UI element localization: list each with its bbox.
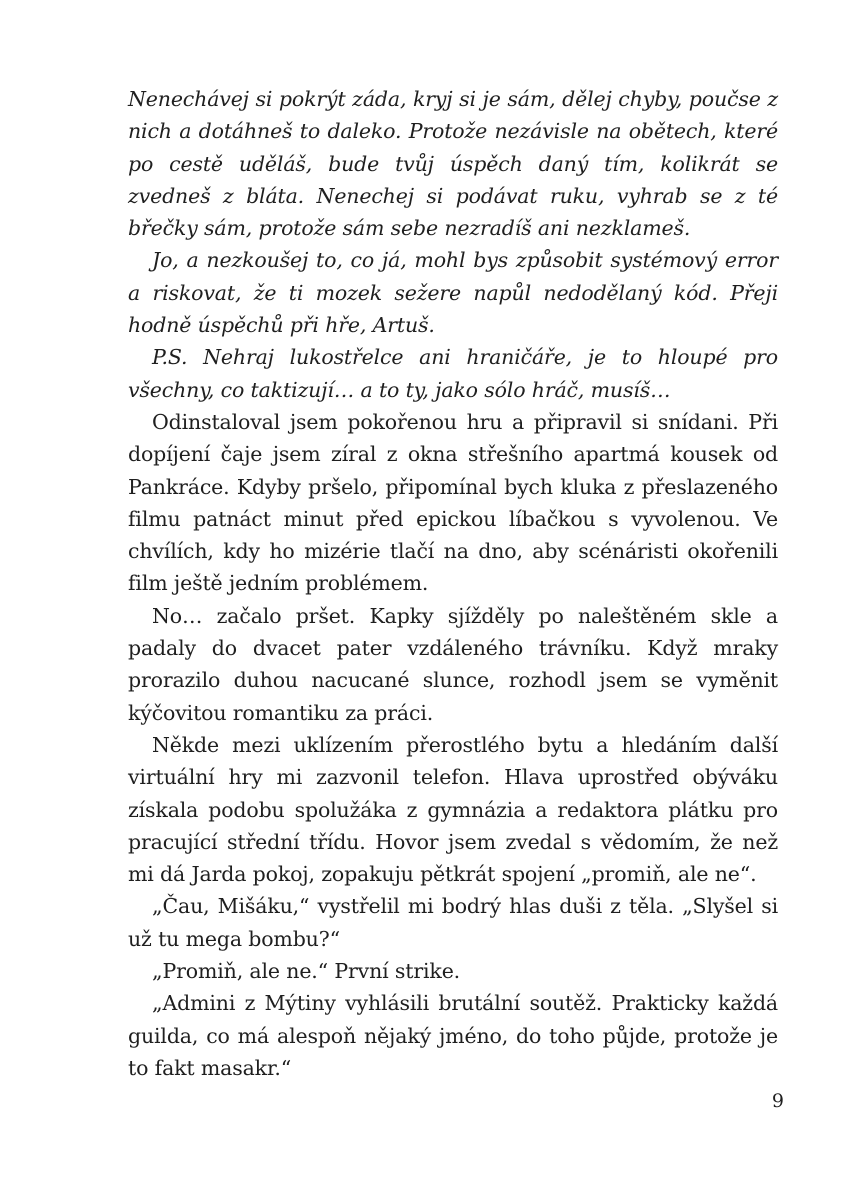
paragraph-dialogue-first-strike: „Promiň, ale ne.“ První strike. — [152, 959, 461, 984]
paragraph-phone-call: Někde mezi uklízením přerostlého bytu a hledáním další virtuální hry mi zazvonil telefon. Hlava uprostřed obýváku získala podobu spolužáka z gymnázia a redaktora plátku pro pracující střední třídu. Hovor jsem zvedal s vědomím, že než mi dá Jarda pokoj, zopakuju pětkrát spojení „promiň, ale ne“. — [128, 732, 778, 887]
page-number: 9 — [771, 1090, 784, 1112]
paragraph-dialogue-contest: „Admini z Mýtiny vyhlásili brutální soutěž. Prakticky každá guilda, co má alespoň nějaký jméno, do toho půjde, protože je to fakt masakr.“ — [128, 991, 778, 1080]
paragraph-rain: No… začalo pršet. Kapky sjížděly po naleštěném skle a padaly do dvacet pater vzdáleného trávníku. Když mraky prorazilo duhou nacucané slunce, rozhodl jsem se vyměnit kýčovitou romantiku za práci. — [128, 603, 778, 725]
paragraph-dialogue-greeting: „Čau, Mišáku,“ vystřelil mi bodrý hlas duši z těla. „Slyšel si už tu mega bombu?“ — [128, 894, 778, 951]
book-page-text — [128, 83, 778, 1084]
paragraph-letter-advice: Nenechávej si pokrýt záda, kryj si je sám, dělej chyby, poučse z nich a dotáhneš to daleko. Protože nezávisle na obětech, které po cestě uděláš, bude tvůj úspěch daný tím, kolikrát se zvedneš z bláta. Nenechej si podávat ruku, vyhrab se z té břečky sám, protože sám sebe nezradíš ani nezklameš. — [128, 87, 778, 241]
paragraph-breakfast: Odinstaloval jsem pokořenou hru a připravil si snídani. Při dopíjení čaje jsem zíral z okna střešního apartmá kousek od Pankráce. Kdyby pršelo, připomínal bych kluka z přeslazeného filmu patnáct minut před epickou líbačkou s vyvolenou. Ve chvílích, kdy ho mizérie tlačí na dno, aby scénáristi okořenili film ještě jedním problémem. — [128, 409, 778, 596]
paragraph-letter-warning: Jo, a nezkoušej to, co já, mohl bys způsobit systémový error a riskovat, že ti mozek sežere napůl nedodělaný kód. Přeji hodně úspěchů při hře, Artuš. — [128, 248, 778, 338]
paragraph-letter-postscript: P.S. Nehraj lukostřelce ani hraničáře, je to hloupé pro všechny, co taktizují… a to ty, jako sólo hráč, musíš… — [128, 345, 778, 402]
